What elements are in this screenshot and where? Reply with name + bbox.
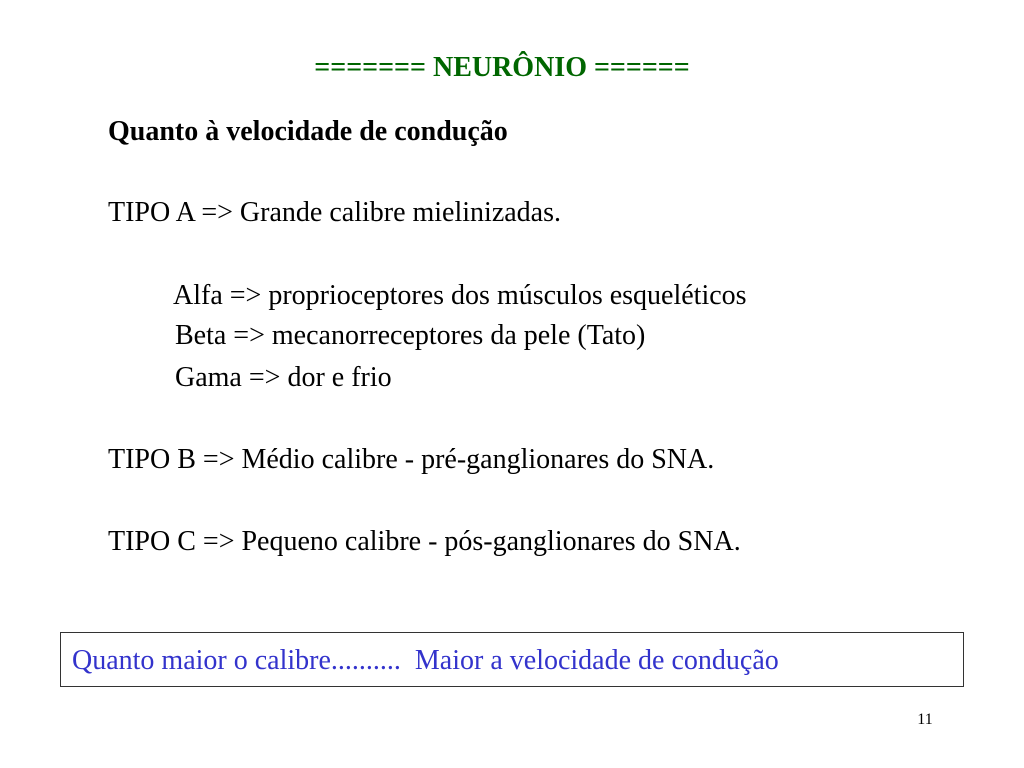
- tipo-b-line: TIPO B => Médio calibre - pré-ganglionares do SNA.: [108, 444, 715, 475]
- section-heading: Quanto à velocidade de condução: [108, 116, 508, 147]
- tipo-c-line: TIPO C => Pequeno calibre - pós-ganglionares do SNA.: [108, 526, 741, 557]
- callout-box: [60, 632, 964, 687]
- page-number: 11: [917, 711, 933, 728]
- tipo-a-line: TIPO A => Grande calibre mielinizadas.: [108, 197, 562, 228]
- subtype-alfa-line: Alfa => proprioceptores dos músculos esqueléticos: [173, 280, 747, 311]
- slide-title: ======= NEURÔNIO ======: [314, 52, 690, 83]
- subtype-beta-line: Beta => mecanorreceptores da pele (Tato): [175, 320, 646, 351]
- subtype-gama-line: Gama => dor e frio: [175, 362, 392, 393]
- callout-text: Quanto maior o calibre.......... Maior a velocidade de condução: [72, 645, 779, 676]
